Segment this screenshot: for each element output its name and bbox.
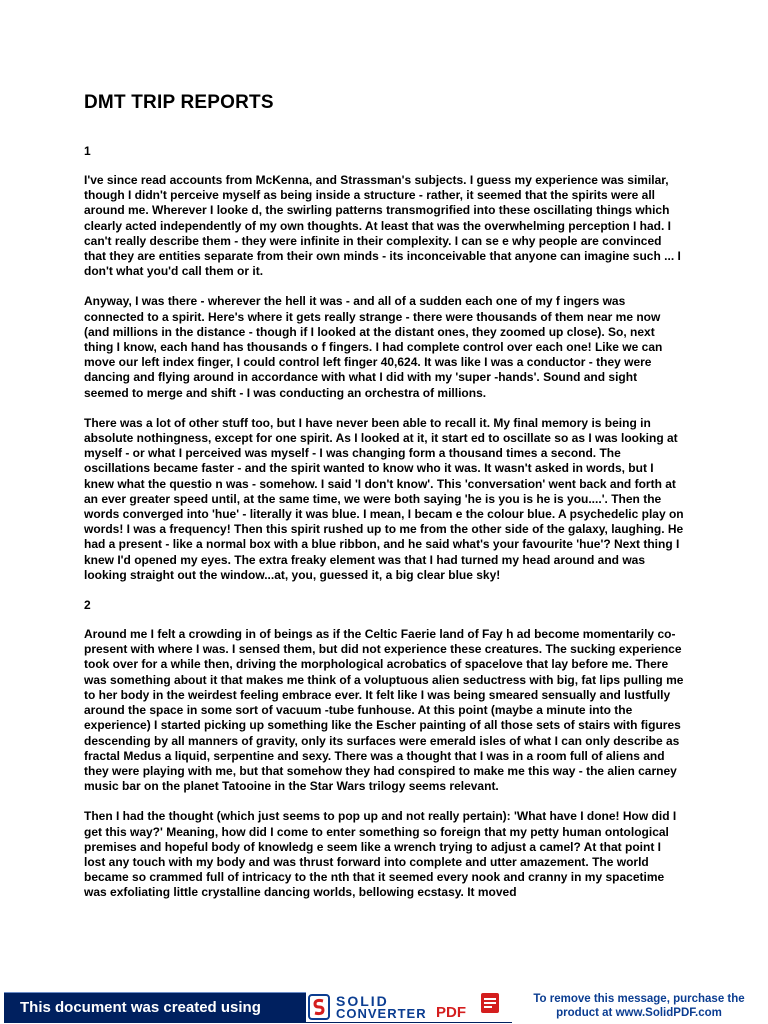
logo-word-pdf: PDF — [436, 1004, 466, 1021]
solidpdf-link[interactable]: www.SolidPDF.com — [615, 1007, 722, 1019]
paragraph: Then I had the thought (which just seems to pop up and not really pertain): 'What have I done! How did I get this way?' Meaning, how did I come to enter something so foreign that my petty human ontological premises and hopeful body of knowledg e seem like a wrench trying to adjust a camel? At that point I lost any touch with my body and was thrust forward into complete and utter amazement. The world became so crammed full of intricacy to the nth that it seemed every nook and cranny in my spacetime was exfoliating little crystalline dancing worlds, bellowing ecstasy. It moved — [84, 809, 677, 900]
paragraph: Anyway, I was there - wherever the hell it was - and all of a sudden each one of my f ingers was connected to a spirit. Here's where it gets really strange - there were thousands of them near me now (and millions in the distance - though if I looked at the distant ones, they zoomed up close). So, next thing I know, each hand has thousands o f fingers. I had complete control over each one! Like we can move our left index finger, I could control left finger 40,624. It was like I was a conductor - they were dancing and flying around in accordance with what I did with my 'super -hands'. Sound and sight seemed to merge and shift - I was conducting an orchestra of millions. — [84, 294, 663, 400]
document-page — [84, 92, 684, 916]
purchase-line-2 — [514, 1006, 764, 1020]
purchase-prefix: product at — [556, 1007, 616, 1019]
solid-converter-logo[interactable] — [306, 992, 512, 1022]
section-number-2: 2 — [84, 598, 91, 613]
solid-s-icon — [308, 994, 330, 1020]
document-title: DMT TRIP REPORTS — [84, 92, 274, 113]
paragraph: Around me I felt a crowding in of beings as if the Celtic Faerie land of Fay h ad become momentarily co-present with where I was. I sensed them, but did not experience these creatures. The sucking experience took over for a while then, driving the morphological acrobatics of spacelove that lay before me. There was something about it that makes me think of a voluptuous alien seductress with big, fat lips pulling me to her body in the weirdest feeling embrace ever. It felt like I was being smeared sensually and lustfully around the space in some sort of vacuum -tube funhouse. At this point (maybe a minute into the experience) I started picking up something like the Escher painting of all those sets of stairs with figures descending by all manners of gravity, only its surfaces were emerald isles of what I can only describe as fractal Medus a liquid, serpentine and sexy. There was a thought that I was in a room full of aliens and they were playing with me, but that somehow they had conspired to make me this way - the alien carney music bar on the planet Tatooine in the Star Wars trilogy seems relevant. — [84, 627, 684, 794]
section-number-1: 1 — [84, 144, 91, 158]
logo-word-solid: SOLID — [336, 993, 389, 1009]
pdf-badge-icon — [480, 992, 500, 1014]
purchase-message — [514, 992, 764, 1020]
paragraph: I've since read accounts from McKenna, and Strassman's subjects. I guess my experience was similar, though I didn't perceive myself as being inside a structure - rather, it seemed that the spirits were all around me. Wherever I looke d, the swirling patterns transmogrified into these oscillating things which clearly acted independently of my own thoughts. At least that was the overwhelming perception I had. I can't really describe them - they were infinite in their complexity. I can se e why people are convinced that they are entities separate from their own minds - its inconceivable that anyone can imagine such ... I don't what you'd call them or it. — [84, 173, 681, 279]
watermark-footer — [0, 990, 768, 1024]
logo-word-converter: CONVERTER — [336, 1006, 427, 1021]
paragraph: There was a lot of other stuff too, but I have never been able to recall it. My final memory is being in absolute nothingness, except for one spirit. As I looked at it, it start ed to oscillate so as I was looking at myself - or what I perceived was myself - I was changing form a thousand times a second. The oscillations became faster - and the spirit wanted to know who it was. It wasn't asked in words, but I knew what the questio n was - somehow. I said 'I don't know'. This 'conversation' went back and forth at an ever greater speed until, at the same time, we were both saying 'he is you is he is you....'. Then the words converged into 'hue' - literally it was blue. I mean, I becam e the colour blue. A psychedelic play on words! I was a frequency! Then this spirit rushed up to me from the other side of the galaxy, laughing. He had a present - like a normal box with a blue ribbon, and he said what's your favourite 'hue'? Next thing I knew I'd opened my eyes. The extra freaky element was that I had turned my head around and was looking straight out the window...at, you, guessed it, a big clear blue sky! — [84, 415, 684, 582]
purchase-line-1: To remove this message, purchase the — [533, 993, 745, 1005]
created-using-text: This document was created using — [20, 999, 261, 1016]
